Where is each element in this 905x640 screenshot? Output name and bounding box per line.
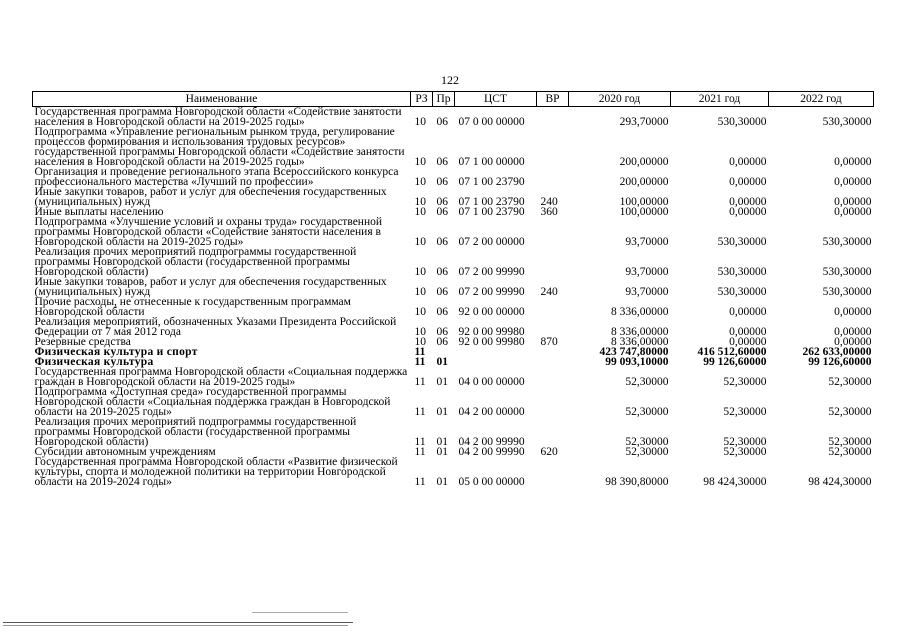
footer-rule-short <box>252 612 348 613</box>
cell-cst: 04 2 00 99990 <box>458 436 525 448</box>
cell-2022: 530,30000 <box>822 266 872 278</box>
cell-rz: 10 <box>414 306 426 318</box>
cell-2021: 0,00000 <box>729 306 767 318</box>
cell-2020: 8 336,00000 <box>611 336 669 348</box>
cell-rz: 10 <box>414 156 426 168</box>
cell-2020: 93,70000 <box>625 266 669 278</box>
cell-pr: 06 <box>436 236 448 248</box>
cell-2022: 530,30000 <box>822 116 872 128</box>
cell-vr <box>537 167 569 187</box>
cell-vr: 620 <box>540 446 558 458</box>
cell-vr <box>537 247 569 277</box>
cell-name: Иные выплаты населению <box>34 206 164 218</box>
cell-2020: 52,30000 <box>625 406 669 418</box>
cell-name: Организация и проведение регионального этапа Всероссийского конкурса профессионального мастерства «Лучший по профессии» <box>34 166 399 188</box>
table-row <box>33 217 874 247</box>
cell-name: Иные закупки товаров, работ и услуг для обеспечения государственных (муниципальных) нужд <box>34 186 387 208</box>
cell-vr <box>537 387 569 417</box>
cell-2020: 100,00000 <box>619 196 669 208</box>
cell-2020: 99 093,10000 <box>605 356 669 368</box>
cell-name: Государственная программа Новгородской области «Содействие занятости населения в Новгородской области на 2019-2025 годы» <box>34 106 402 128</box>
cell-2021: 0,00000 <box>729 176 767 188</box>
col-header-pr: Пр <box>433 92 455 107</box>
cell-2022: 52,30000 <box>828 406 872 418</box>
col-header-vr: ВР <box>537 92 569 107</box>
cell-2022: 0,00000 <box>834 156 872 168</box>
cell-vr <box>537 457 569 487</box>
cell-pr: 06 <box>436 196 448 208</box>
cell-cst: 07 1 00 00000 <box>458 156 525 168</box>
cell-name: Реализация прочих мероприятий подпрограммы государственной программы Новгородской области (государственной программы Новгородской области) <box>34 246 357 278</box>
cell-pr: 06 <box>436 306 448 318</box>
cell-name: Субсидии автономным учреждениям <box>34 446 216 458</box>
cell-name: Подпрограмма «Улучшение условий и охраны труда» государственной программы Новгородской области «Содействие занятости населения в Новгородской области на 2019-2025 годы» <box>34 216 383 248</box>
table-row <box>33 187 874 207</box>
cell-2020: 98 390,80000 <box>605 476 669 488</box>
cell-cst: 92 0 00 99980 <box>458 336 525 348</box>
cell-2022: 52,30000 <box>828 436 872 448</box>
cell-2022: 0,00000 <box>834 176 872 188</box>
cell-vr <box>537 297 569 317</box>
cell-vr <box>537 347 569 357</box>
cell-rz: 10 <box>414 176 426 188</box>
cell-rz: 10 <box>414 266 426 278</box>
budget-table <box>32 91 874 487</box>
cell-rz: 11 <box>414 406 426 418</box>
cell-rz: 11 <box>414 376 426 388</box>
cell-2021: 99 126,60000 <box>703 356 767 368</box>
table-row <box>33 367 874 387</box>
cell-vr: 240 <box>540 196 558 208</box>
cell-rz: 10 <box>414 326 426 338</box>
cell-2020: 93,70000 <box>625 286 669 298</box>
cell-2022: 0,00000 <box>834 336 872 348</box>
table-row <box>33 297 874 317</box>
cell-vr <box>537 317 569 337</box>
table-row <box>33 457 874 487</box>
cell-cst: 07 2 00 00000 <box>458 236 525 248</box>
cell-cst: 07 0 00 00000 <box>458 116 525 128</box>
cell-cst: 04 2 00 99990 <box>458 446 525 458</box>
cell-cst <box>455 357 537 367</box>
table-row <box>33 127 874 167</box>
cell-cst: 07 1 00 23790 <box>458 206 525 218</box>
cell-2020: 100,00000 <box>619 206 669 218</box>
cell-2020: 52,30000 <box>625 446 669 458</box>
cell-2020: 423 747,80000 <box>599 346 669 358</box>
cell-2020: 200,00000 <box>619 156 669 168</box>
cell-vr <box>537 217 569 247</box>
cell-2020: 8 336,00000 <box>611 326 669 338</box>
cell-2022: 0,00000 <box>834 196 872 208</box>
col-header-rz: РЗ <box>411 92 433 107</box>
table-row <box>33 277 874 297</box>
cell-2022: 530,30000 <box>822 286 872 298</box>
cell-2021: 0,00000 <box>729 156 767 168</box>
cell-2022: 530,30000 <box>822 236 872 248</box>
cell-2021: 52,30000 <box>723 436 767 448</box>
cell-2021: 0,00000 <box>729 206 767 218</box>
cell-cst: 05 0 00 00000 <box>458 476 525 488</box>
table-row <box>33 247 874 277</box>
cell-pr: 01 <box>436 406 448 418</box>
cell-vr: 360 <box>540 206 558 218</box>
cell-2022: 0,00000 <box>834 326 872 338</box>
cell-vr <box>537 417 569 447</box>
cell-2022: 52,30000 <box>828 446 872 458</box>
footer-rule <box>3 622 353 623</box>
cell-2022: 52,30000 <box>828 376 872 388</box>
cell-vr: 870 <box>540 336 558 348</box>
cell-2020: 52,30000 <box>625 376 669 388</box>
cell-2021: 0,00000 <box>729 336 767 348</box>
cell-pr: 01 <box>436 376 448 388</box>
cell-rz: 10 <box>414 336 426 348</box>
cell-pr: 01 <box>436 446 448 458</box>
cell-cst <box>455 347 537 357</box>
cell-2022: 0,00000 <box>834 206 872 218</box>
cell-name: Реализация прочих мероприятий подпрограммы государственной программы Новгородской области (государственной программы Новгородской области) <box>34 416 357 448</box>
cell-2020: 93,70000 <box>625 236 669 248</box>
cell-name: Подпрограмма «Управление региональным рынком труда, регулирование процессов формирования и использования трудовых ресурсов» государственной программы Новгородской области «Содействие занятости населения в Новгородской области на 2019-2025 годы» <box>34 126 405 168</box>
cell-2021: 530,30000 <box>717 236 767 248</box>
table-row <box>33 417 874 447</box>
cell-2020: 293,70000 <box>619 116 669 128</box>
cell-pr: 06 <box>436 206 448 218</box>
cell-pr: 06 <box>436 336 448 348</box>
cell-pr: 06 <box>436 116 448 128</box>
cell-cst: 04 2 00 00000 <box>458 406 525 418</box>
cell-pr: 06 <box>436 326 448 338</box>
table-row <box>33 107 874 128</box>
cell-name: Государственная программа Новгородской области «Развитие физической культуры, спорта и молодежной политики на территории Новгородской области на 2019-2024 годы» <box>34 456 398 488</box>
cell-2021: 0,00000 <box>729 196 767 208</box>
cell-2021: 530,30000 <box>717 286 767 298</box>
cell-cst: 92 0 00 00000 <box>458 306 525 318</box>
cell-pr: 01 <box>436 476 448 488</box>
cell-pr: 01 <box>436 436 448 448</box>
footer-rule-secondary <box>3 625 348 626</box>
table-row <box>33 317 874 337</box>
cell-cst: 07 2 00 99990 <box>458 266 525 278</box>
cell-rz: 11 <box>414 476 426 488</box>
cell-name: Подпрограмма «Доступная среда» государственной программы Новгородской области «Социальная поддержка граждан в Новгородской области на 2019-2025 годы» <box>34 386 391 418</box>
cell-rz: 11 <box>414 436 426 448</box>
table-header-row <box>33 92 874 107</box>
cell-cst: 92 0 00 99980 <box>458 326 525 338</box>
cell-pr: 06 <box>436 176 448 188</box>
cell-name: Реализация мероприятий, обозначенных Указами Президента Российской Федерации от 7 мая 2012 года <box>34 316 397 338</box>
cell-2021: 530,30000 <box>717 116 767 128</box>
cell-2020: 200,00000 <box>619 176 669 188</box>
cell-2020: 8 336,00000 <box>611 306 669 318</box>
cell-cst: 04 0 00 00000 <box>458 376 525 388</box>
cell-2021: 416 512,60000 <box>697 346 767 358</box>
cell-2021: 52,30000 <box>723 406 767 418</box>
cell-2022: 0,00000 <box>834 306 872 318</box>
cell-name: Государственная программа Новгородской области «Социальная поддержка граждан в Новгородской области на 2019-2025 годы» <box>34 366 408 388</box>
cell-rz: 10 <box>414 236 426 248</box>
cell-vr: 240 <box>540 286 558 298</box>
col-header-cst: ЦСТ <box>455 92 537 107</box>
cell-rz: 10 <box>414 196 426 208</box>
cell-rz: 11 <box>414 346 426 358</box>
cell-pr: 01 <box>436 356 448 368</box>
col-header-name: Наименование <box>33 92 411 107</box>
cell-pr: 06 <box>436 286 448 298</box>
cell-rz: 10 <box>414 286 426 298</box>
cell-2020: 52,30000 <box>625 436 669 448</box>
cell-name: Иные закупки товаров, работ и услуг для обеспечения государственных (муниципальных) нужд <box>34 276 387 298</box>
table-row <box>33 167 874 187</box>
cell-vr <box>537 357 569 367</box>
cell-cst: 07 1 00 23790 <box>458 176 525 188</box>
col-header-2022: 2022 год <box>769 92 874 107</box>
cell-2022: 99 126,60000 <box>808 356 872 368</box>
cell-name: Физическая культура <box>34 356 154 368</box>
table-row <box>33 387 874 417</box>
cell-2022: 98 424,30000 <box>808 476 872 488</box>
page-number: 122 <box>441 73 459 87</box>
cell-2021: 52,30000 <box>723 446 767 458</box>
cell-2021: 0,00000 <box>729 326 767 338</box>
cell-vr <box>537 107 569 128</box>
cell-2021: 530,30000 <box>717 266 767 278</box>
cell-2021: 98 424,30000 <box>703 476 767 488</box>
cell-2021: 52,30000 <box>723 376 767 388</box>
cell-pr: 06 <box>436 156 448 168</box>
cell-name: Физическая культура и спорт <box>34 346 198 358</box>
cell-name: Резервные средства <box>34 336 131 348</box>
cell-vr <box>537 367 569 387</box>
cell-cst: 07 1 00 23790 <box>458 196 525 208</box>
col-header-2021: 2021 год <box>671 92 769 107</box>
cell-rz: 10 <box>414 116 426 128</box>
cell-rz: 11 <box>414 446 426 458</box>
cell-rz: 10 <box>414 206 426 218</box>
table-body <box>33 107 874 488</box>
col-header-2020: 2020 год <box>569 92 671 107</box>
cell-rz: 11 <box>414 356 426 368</box>
cell-vr <box>537 127 569 167</box>
cell-name: Прочие расходы, не отнесенные к государственным программам Новгородской области <box>34 296 351 318</box>
cell-pr: 06 <box>436 266 448 278</box>
cell-2022: 262 633,00000 <box>802 346 872 358</box>
cell-cst: 07 2 00 99990 <box>458 286 525 298</box>
